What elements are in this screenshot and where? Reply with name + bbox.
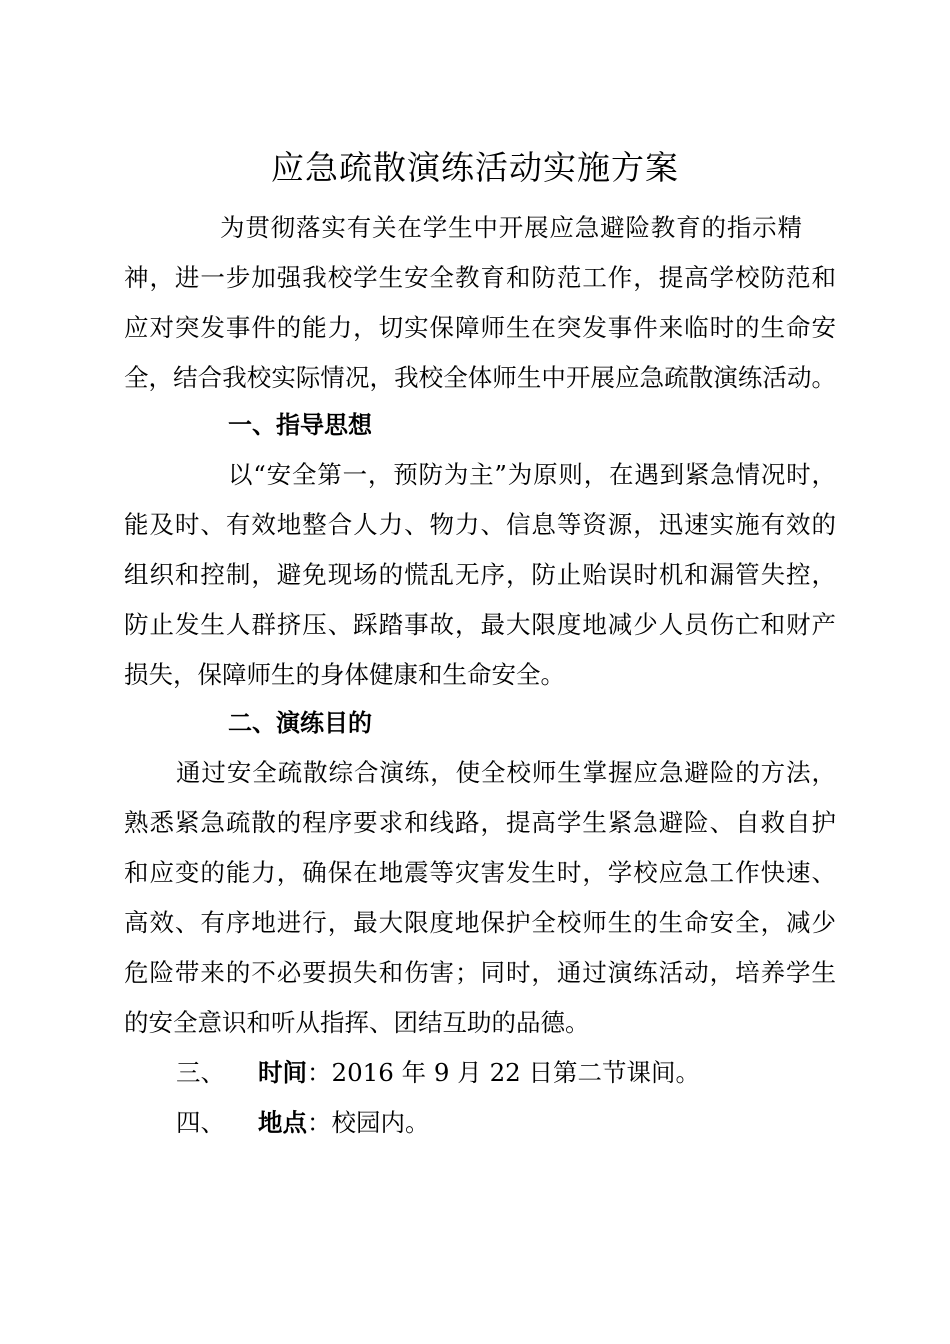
- document-title: 应急疏散演练活动实施方案: [271, 148, 679, 187]
- section1-line-3: 组织和控制，避免现场的慌乱无序，防止贻误时机和漏管失控，: [124, 560, 836, 589]
- section1-line-4: 防止发生人群挤压、踩踏事故，最大限度地减少人员伤亡和财产: [124, 610, 836, 639]
- section2-line-3: 和应变的能力，确保在地震等灾害发生时，学校应急工作快速、: [124, 858, 836, 887]
- section4-label: 地点: [258, 1108, 307, 1137]
- section3-number: 三、: [176, 1058, 225, 1087]
- section1-heading: 一、指导思想: [228, 411, 372, 439]
- section2-line-1: 通过安全疏散综合演练，使全校师生掌握应急避险的方法，: [176, 758, 836, 787]
- section1-line-2: 能及时、有效地整合人力、物力、信息等资源，迅速实施有效的: [124, 510, 836, 539]
- section3-value: ：2016 年 9 月 22 日第二节课间。: [307, 1058, 701, 1087]
- section2-line-2: 熟悉紧急疏散的程序要求和线路，提高学生紧急避险、自救自护: [124, 808, 836, 837]
- section2-heading: 二、演练目的: [228, 709, 372, 737]
- section4-item: [176, 1098, 430, 1148]
- section4-number: 四、: [176, 1108, 225, 1137]
- section1-line-1: 以“安全第一，预防为主”为原则，在遇到紧急情况时，: [228, 460, 836, 489]
- section4-value: ：校园内。: [307, 1108, 430, 1137]
- section3-label: 时间: [258, 1058, 307, 1087]
- intro-line-1: 为贯彻落实有关在学生中开展应急避险教育的指示精: [220, 213, 802, 242]
- section3-item: [176, 1048, 700, 1098]
- section2-line-6: 的安全意识和听从指挥、团结互助的品德。: [124, 1008, 590, 1037]
- section2-line-5: 危险带来的不必要损失和伤害；同时，通过演练活动，培养学生: [124, 958, 836, 987]
- section1-line-5: 损失，保障师生的身体健康和生命安全。: [124, 660, 565, 689]
- intro-line-2: 神，进一步加强我校学生安全教育和防范工作，提高学校防范和: [124, 263, 836, 292]
- intro-line-4: 全，结合我校实际情况，我校全体师生中开展应急疏散演练活动。: [124, 363, 836, 392]
- intro-line-3: 应对突发事件的能力，切实保障师生在突发事件来临时的生命安: [124, 313, 836, 342]
- section2-line-4: 高效、有序地进行，最大限度地保护全校师生的生命安全，减少: [124, 908, 836, 937]
